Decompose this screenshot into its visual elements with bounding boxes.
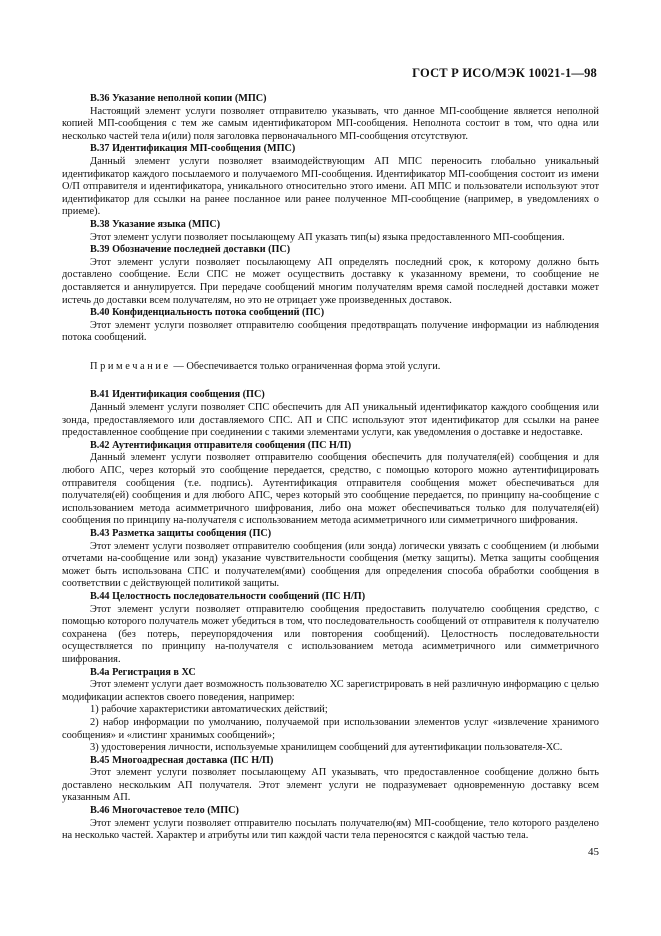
document-body	[62, 93, 599, 843]
section-text: Этот элемент услуги позволяет посылающему АП определять последний срок, к которому должно быть доставлено сообщение. Если СПС не может осуществить доставку к указанному времени, то сообщение не доставляется и аннулируется. При передаче сообщений многим получателям время самой последней доставки может истечь до доставки всем получателям, но это не отрицает уже произведенных доставок.	[62, 256, 599, 306]
section-title: В.40 Конфиденциальность потока сообщений (ПС)	[90, 307, 325, 319]
section-text: Этот элемент услуги позволяет посылающему АП указывать, что предоставленное сообщение должно быть доставлено нескольким АП получателя. Этот элемент услуги не подразумевает одновременную доставку всем указанным АП.	[62, 767, 599, 804]
section-text: Данный элемент услуги позволяет СПС обеспечить для АП уникальный идентификатор каждого сообщения или зонда, предоставляемого или доставляемого СПС. АП и СПС используют этот идентификатор для ссылки на ранее предоставленное сообщение при соединении с такими элементами услуги, как уведомления о доставке и недоставке.	[62, 402, 599, 439]
note-label: Примечание	[90, 360, 171, 372]
section-b4a	[62, 667, 599, 755]
section-text: Настоящий элемент услуги позволяет отправителю указывать, что данное МП-сообщение является неполной копией МП-сообщения с тем же самым идентификатором МП-сообщения. Неполнота состоит в том, что одна или несколько частей тела и(или) поля заголовка первоначального МП-сообщения отсутствуют.	[62, 105, 599, 142]
section-b37	[62, 143, 599, 219]
section-title: В.46 Многочастевое тело (МПС)	[90, 805, 239, 817]
section-text: Этот элемент услуги позволяет посылающему АП указать тип(ы) языка предоставленного МП-сообщения.	[90, 231, 565, 243]
section-title: В.41 Идентификация сообщения (ПС)	[90, 389, 265, 401]
section-b46	[62, 805, 599, 843]
page-number: 45	[588, 846, 599, 858]
section-b36	[62, 93, 599, 143]
section-title: В.42 Аутентификация отправителя сообщения (ПС Н/П)	[90, 439, 352, 451]
list-item: 1) рабочие характеристики автоматических действий;	[90, 704, 328, 716]
list-item: 3) удостоверения личности, используемые хранилищем сообщений для аутентификации пользователя-ХС.	[90, 742, 563, 754]
section-text: Этот элемент услуги позволяет отправителю сообщения предоставить получателю сообщения средство, с помощью которого получатель может убедиться в том, что последовательность сообщений от отправителя к получателю сохранена (без потерь, переупорядочения или повторения сообщений). Целостность последовательности осуществляется по принципу на-получателя с использованием метода асимметричного или симметричного шифрования.	[62, 603, 599, 665]
section-b43	[62, 528, 599, 591]
section-title: В.39 Обозначение последней доставки (ПС)	[90, 244, 291, 256]
section-text: Данный элемент услуги позволяет отправителю сообщения обеспечить для получателя(ей) сообщения и для любого АПС, через который это сообщение передается, средство, с помощью которого можно аутентифицировать отправителя сообщения (т.е. подпись). Аутентификация отправителя сообщения может обеспечиваться для получателя(ей) сообщения и для любого АПС, через который это сообщение передается, по принципу на-сообщение с использованием метода асимметричного шифрования, либо она может обеспечиваться только для получателя(ей) сообщения по принципу на-получателя с использованием метода асимметричного или симметричного шифрования.	[62, 452, 599, 527]
section-b41	[62, 389, 599, 439]
section-text: Этот элемент услуги позволяет отправителю сообщения предотвращать получение информации из наблюдения потока сообщений.	[62, 319, 599, 344]
section-b42	[62, 440, 599, 528]
section-title: В.45 Многоадресная доставка (ПС Н/П)	[90, 754, 274, 766]
section-text: Этот элемент услуги позволяет отправителю посылать получателю(ям) МП-сообщение, тело которого разделено на несколько частей. Характер и атрибуты или тип каждой части тела переносятся с каждой частью тела.	[62, 817, 599, 842]
list-item: 2) набор информации по умолчанию, получаемой при использовании элементов услуг «извлечение хранимого сообщения» и «листинг хранимых сообщений»;	[62, 716, 599, 741]
section-title: В.44 Целостность последовательности сообщений (ПС Н/П)	[90, 590, 366, 602]
section-b38	[62, 219, 599, 244]
section-title: В.38 Указание языка (МПС)	[90, 218, 221, 230]
section-title: В.4а Регистрация в ХС	[90, 666, 196, 678]
section-title: В.36 Указание неполной копии (МПС)	[90, 93, 267, 104]
section-title: В.37 Идентификация МП-сообщения (МПС)	[90, 143, 296, 155]
section-b44	[62, 591, 599, 667]
section-title: В.43 Разметка защиты сообщения (ПС)	[90, 528, 272, 539]
section-text: Этот элемент услуги позволяет отправителю сообщения (или зонда) логически увязать с сообщением (и любыми отчетами на-сообщение или зонд) указание чувствительности сообщения (метку защиты). Метка защиты сообщения может быть использована СПС и получателем(ями) сообщения для определения способа обработки сообщения в соответствии с действующей политикой защиты.	[62, 540, 599, 590]
section-text: Данный элемент услуги позволяет взаимодействующим АП МПС переносить глобально уникальный идентификатор каждого посылаемого и получаемого МП-сообщения. Идентификатор МП-сообщения состоит из имени О/П отправителя и идентификатора, уникального относительно этого имени. АП МПС и пользователи используют этот идентификатор для ссылки на ранее посланное или ранее полученное МП-сообщение (например, в уведомлениях о приеме).	[62, 155, 599, 218]
note-text: — Обеспечивается только ограниченная форма этой услуги.	[170, 360, 441, 372]
note	[62, 361, 599, 374]
section-b45	[62, 755, 599, 805]
section-b39	[62, 244, 599, 307]
section-b40	[62, 307, 599, 345]
page-header-title: ГОСТ Р ИСО/МЭК 10021-1—98	[412, 66, 597, 80]
section-text: Этот элемент услуги дает возможность пользователю ХС зарегистрировать в ней различную информацию с целью модификации аспектов своего поведения, например:	[62, 679, 599, 703]
